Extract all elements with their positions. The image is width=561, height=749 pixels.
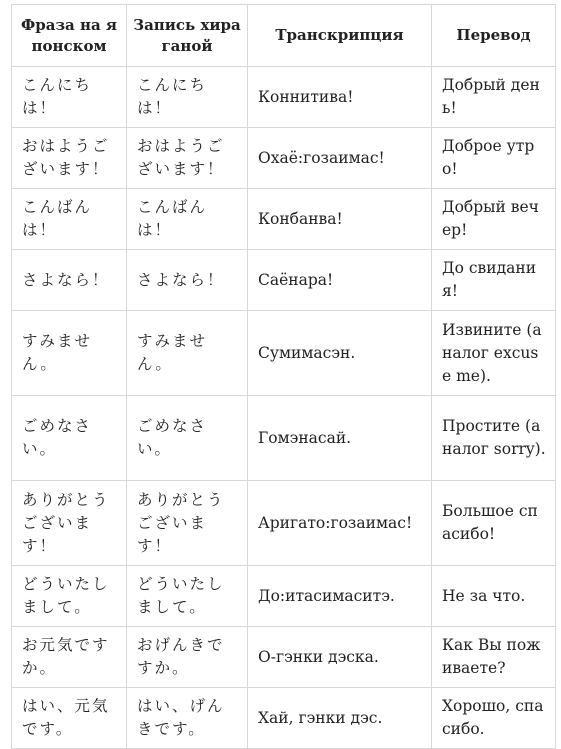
phrase-cell: さよなら！ (12, 250, 127, 311)
header-translation: Перевод (432, 5, 556, 67)
table-row (12, 67, 556, 128)
translation-cell: До свидания! (432, 250, 556, 311)
translation-cell: Извините (аналог excuse me). (432, 311, 556, 396)
translation-cell: Доброе утро! (432, 128, 556, 189)
transcription-cell: Коннитива! (248, 67, 432, 128)
hiragana-cell: どういたしまして。 (127, 566, 248, 627)
translation-cell: Добрый вечер! (432, 189, 556, 250)
table-row (12, 250, 556, 311)
transcription-cell: Конбанва! (248, 189, 432, 250)
table-row (12, 627, 556, 688)
translation-cell: Хорошо, спасибо. (432, 688, 556, 749)
transcription-cell: Охаё:гозаимас! (248, 128, 432, 189)
phrase-cell: はい、元気です。 (12, 688, 127, 749)
transcription-cell: Аригато:гозаимас! (248, 481, 432, 566)
hiragana-cell: すみません。 (127, 311, 248, 396)
phrase-cell: どういたしまして。 (12, 566, 127, 627)
header-phrase: Фраза на японском (12, 5, 127, 67)
transcription-cell: Хай, гэнки дэс. (248, 688, 432, 749)
table-row (12, 128, 556, 189)
phrases-table (11, 4, 556, 749)
table-header-row (12, 5, 556, 67)
table-row (12, 688, 556, 749)
phrase-cell: こんにちは！ (12, 67, 127, 128)
transcription-cell: Гомэнасай. (248, 396, 432, 481)
translation-cell: Как Вы поживаете? (432, 627, 556, 688)
transcription-cell: До:итасимаситэ. (248, 566, 432, 627)
hiragana-cell: こんばんは！ (127, 189, 248, 250)
header-transcription: Транскрипция (248, 5, 432, 67)
hiragana-cell: はい、げんきです。 (127, 688, 248, 749)
table-row (12, 311, 556, 396)
hiragana-cell: さよなら！ (127, 250, 248, 311)
header-hiragana: Запись хираганой (127, 5, 248, 67)
transcription-cell: Саёнара! (248, 250, 432, 311)
phrase-cell: ありがとうございます！ (12, 481, 127, 566)
transcription-cell: Сумимасэн. (248, 311, 432, 396)
hiragana-cell: ありがとうございます！ (127, 481, 248, 566)
phrase-cell: こんばんは！ (12, 189, 127, 250)
table-row (12, 189, 556, 250)
table-row (12, 566, 556, 627)
transcription-cell: О-гэнки дэска. (248, 627, 432, 688)
translation-cell: Простите (аналог sorry). (432, 396, 556, 481)
phrase-cell: おはようございます！ (12, 128, 127, 189)
translation-cell: Большое спасибо! (432, 481, 556, 566)
table-row (12, 481, 556, 566)
hiragana-cell: ごめなさい。 (127, 396, 248, 481)
hiragana-cell: おげんきですか。 (127, 627, 248, 688)
hiragana-cell: こんにちは！ (127, 67, 248, 128)
hiragana-cell: おはようございます！ (127, 128, 248, 189)
phrase-cell: すみません。 (12, 311, 127, 396)
translation-cell: Не за что. (432, 566, 556, 627)
table-row (12, 396, 556, 481)
phrase-cell: ごめなさい。 (12, 396, 127, 481)
translation-cell: Добрый день! (432, 67, 556, 128)
phrase-cell: お元気ですか。 (12, 627, 127, 688)
